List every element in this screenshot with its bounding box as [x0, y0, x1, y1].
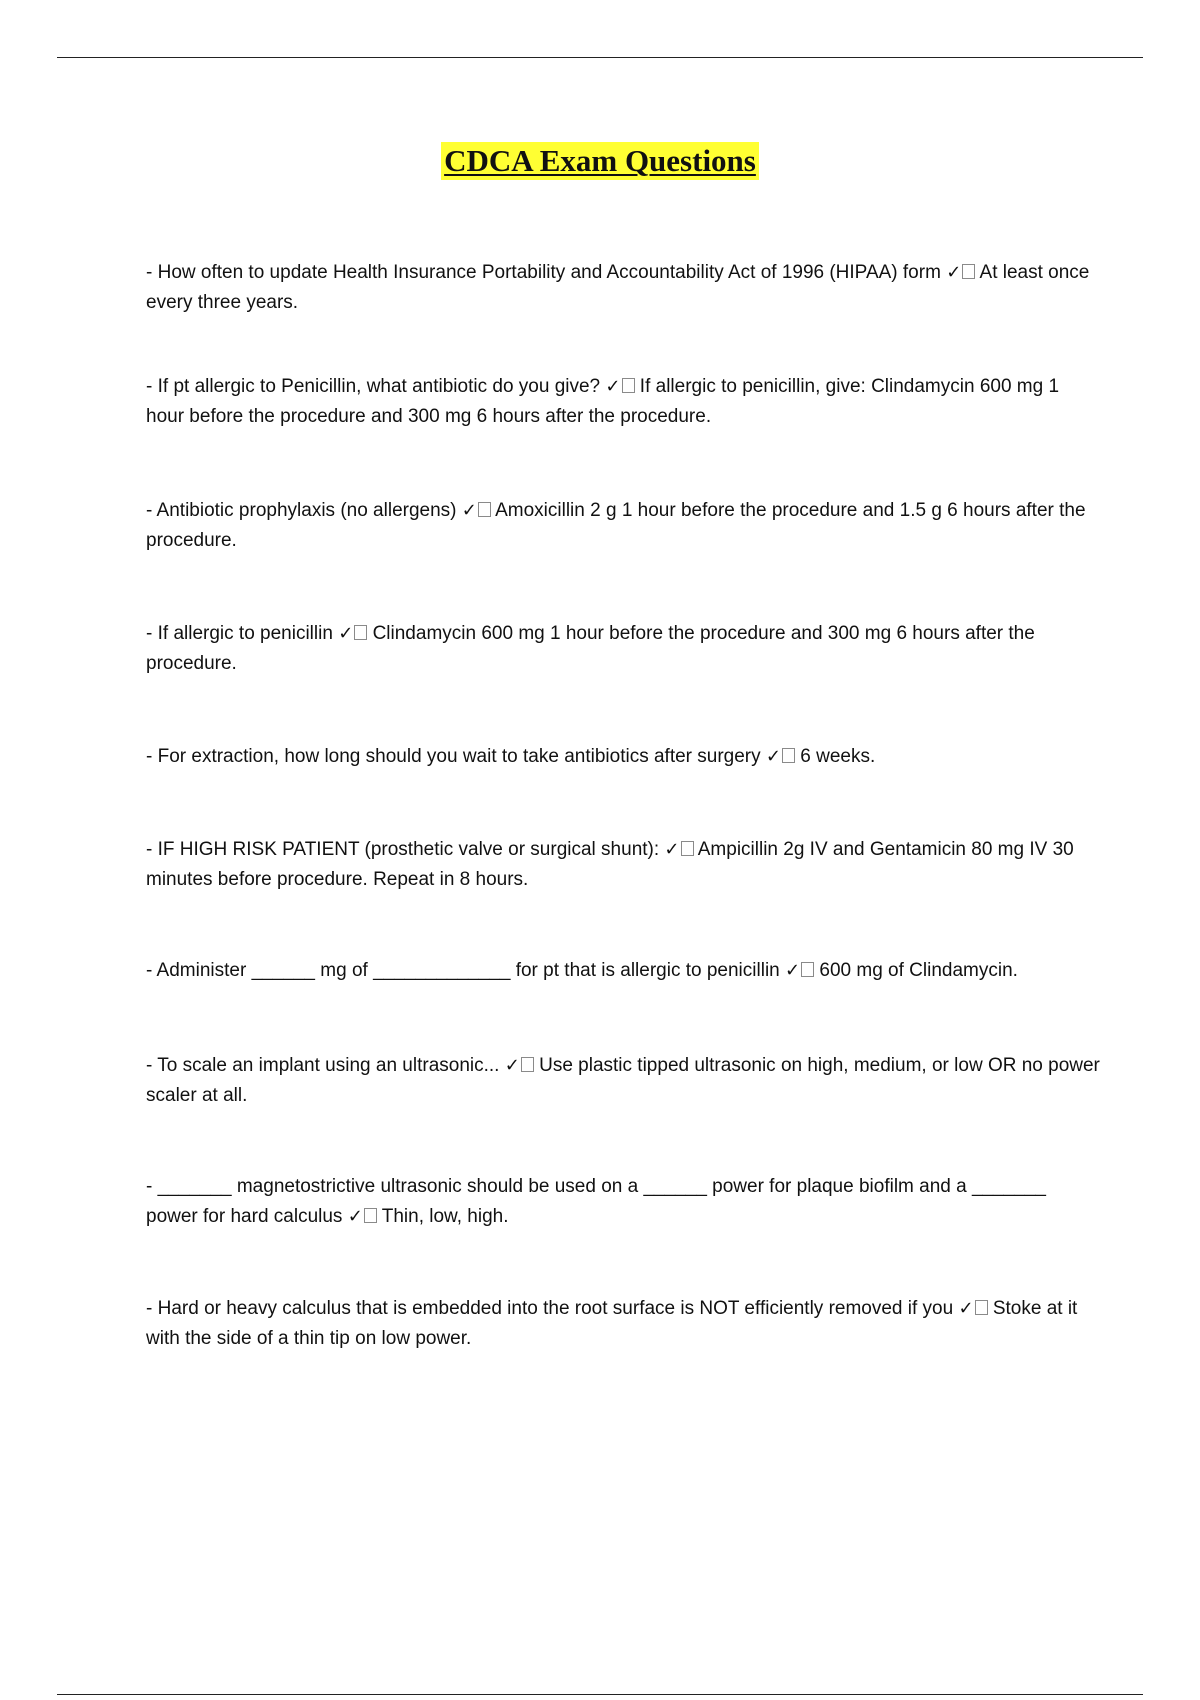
answer-text: Ampicillin 2g IV and Gentamicin 80 mg IV 30 minutes before procedure. Repeat in 8 hours.: [146, 839, 1074, 890]
empty-box-icon: [801, 962, 814, 977]
qa-item: [146, 956, 1101, 986]
qa-list: [146, 258, 1101, 1354]
empty-box-icon: [521, 1057, 534, 1072]
answer-text: Amoxicillin 2 g 1 hour before the procedure and 1.5 g 6 hours after the procedure.: [146, 500, 1086, 551]
question-text: - IF HIGH RISK PATIENT (prosthetic valve or surgical shunt):: [146, 839, 660, 860]
empty-box-icon: [622, 378, 635, 393]
top-rule: [57, 57, 1143, 58]
empty-box-icon: [975, 1300, 988, 1315]
qa-item: [146, 496, 1101, 556]
bottom-rule: [57, 1694, 1143, 1695]
empty-box-icon: [354, 625, 367, 640]
check-mark-icon: ✓: [605, 376, 621, 397]
answer-text: If allergic to penicillin, give: Clindamycin 600 mg 1 hour before the procedure and 300 mg 6 hours after the procedure.: [146, 376, 1060, 427]
empty-box-icon: [962, 264, 975, 279]
answer-text: Thin, low, high.: [381, 1206, 509, 1227]
question-text: - Antibiotic prophylaxis (no allergens): [146, 500, 457, 521]
check-mark-icon: ✓: [347, 1206, 363, 1227]
answer-text: At least once every three years.: [146, 262, 1090, 313]
qa-item: [146, 1051, 1101, 1111]
qa-item: [146, 372, 1101, 432]
question-text: - For extraction, how long should you wait to take antibiotics after surgery: [146, 746, 761, 767]
question-text: - Administer ______ mg of _____________ for pt that is allergic to penicillin: [146, 960, 780, 981]
check-mark-icon: ✓: [785, 960, 801, 981]
answer-text: 6 weeks.: [800, 746, 876, 767]
check-mark-icon: ✓: [338, 623, 354, 644]
question-text: - To scale an implant using an ultrasonic...: [146, 1055, 500, 1076]
question-text: - If allergic to penicillin: [146, 623, 333, 644]
question-text: - If pt allergic to Penicillin, what antibiotic do you give?: [146, 376, 601, 397]
check-mark-icon: ✓: [946, 262, 962, 283]
question-text: - Hard or heavy calculus that is embedded into the root surface is NOT efficiently removed if you: [146, 1298, 954, 1319]
page-title: CDCA Exam Questions: [441, 142, 759, 180]
answer-text: 600 mg of Clindamycin.: [819, 960, 1018, 981]
qa-item: [146, 258, 1101, 318]
empty-box-icon: [782, 748, 795, 763]
answer-text: Stoke at it with the side of a thin tip on low power.: [146, 1298, 1078, 1349]
question-text: - _______ magnetostrictive ultrasonic should be used on a ______ power for plaque biofilm and a _______ power for hard calculus: [146, 1176, 1046, 1227]
qa-item: [146, 1172, 1101, 1232]
check-mark-icon: ✓: [958, 1298, 974, 1319]
answer-text: Clindamycin 600 mg 1 hour before the procedure and 300 mg 6 hours after the procedure.: [146, 623, 1035, 674]
check-mark-icon: ✓: [664, 839, 680, 860]
check-mark-icon: ✓: [504, 1055, 520, 1076]
qa-item: [146, 835, 1101, 895]
answer-text: Use plastic tipped ultrasonic on high, medium, or low OR no power scaler at all.: [146, 1055, 1100, 1106]
check-mark-icon: ✓: [461, 500, 477, 521]
check-mark-icon: ✓: [765, 746, 782, 767]
empty-box-icon: [478, 502, 491, 517]
qa-item: [146, 619, 1101, 679]
title-wrap: [0, 142, 1200, 180]
empty-box-icon: [681, 841, 694, 856]
empty-box-icon: [364, 1208, 377, 1223]
qa-item: [146, 742, 1101, 772]
question-text: - How often to update Health Insurance Portability and Accountability Act of 1996 (HIPAA) form: [146, 262, 941, 283]
qa-item: [146, 1294, 1101, 1354]
